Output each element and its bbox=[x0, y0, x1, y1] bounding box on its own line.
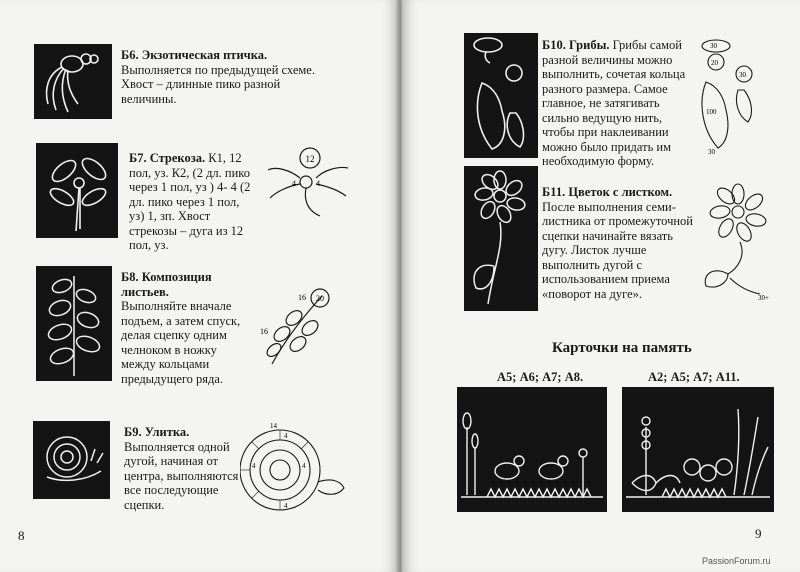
entry-b7-line: дл. пико через 1 пол, bbox=[129, 194, 240, 209]
flower-label: 30+ bbox=[758, 294, 769, 302]
entry-b8-line: предыдущего ряда. bbox=[121, 371, 224, 386]
leaves-label: 16 bbox=[260, 327, 268, 336]
entry-b10-line: необходимую форму. bbox=[542, 154, 655, 168]
entry-b6-line: Хвост – длинные пико разной bbox=[121, 77, 281, 91]
leaves-lace-image bbox=[36, 266, 112, 381]
entry-b8-title: листьев. bbox=[121, 284, 169, 299]
entry-b11-line: листника от промежуточной bbox=[542, 214, 693, 228]
entry-b8-line: подъем, а затем спуск, bbox=[121, 313, 241, 328]
mushrooms-lace-image bbox=[464, 33, 538, 158]
photo-exotic-bird bbox=[34, 44, 112, 119]
flower-diagram bbox=[700, 182, 780, 307]
entry-b11-code: Б11. bbox=[542, 185, 566, 199]
leaves-diagram bbox=[258, 282, 338, 368]
leaves-label: 16 bbox=[298, 293, 306, 302]
entry-b11-line: использованием приема bbox=[542, 272, 670, 286]
page-number-left: 8 bbox=[18, 528, 25, 543]
entry-b10-line: Грибы самой bbox=[612, 38, 682, 52]
snail-label: 14 bbox=[270, 422, 277, 430]
entry-b9-line: Выполняется одной bbox=[124, 439, 230, 454]
entry-b9-line: сцепки. bbox=[124, 497, 165, 512]
card-2-lace-image bbox=[622, 387, 774, 512]
entry-b9-title: Улитка. bbox=[144, 425, 190, 439]
left-page bbox=[0, 0, 398, 572]
entry-b10-line: разного размера. Самое bbox=[542, 81, 668, 96]
entry-b10-line: главное, не затягивать bbox=[542, 96, 660, 110]
entry-b11-line: выполнить дугой с bbox=[542, 257, 643, 272]
entry-b11-text bbox=[542, 185, 702, 301]
page-number-right: 9 bbox=[755, 526, 762, 541]
dragonfly-label: 4 bbox=[292, 179, 296, 188]
entry-b10-line: разной величины можно bbox=[542, 52, 673, 67]
entry-b6-code: Б6. bbox=[121, 48, 139, 62]
entry-b9-line: дугой, начиная от bbox=[124, 454, 218, 468]
entry-b8-title: Композиция bbox=[141, 270, 212, 284]
entry-b10-line: сильно ведущую нить, bbox=[542, 110, 663, 125]
entry-b6-line: величины. bbox=[121, 91, 177, 106]
card-label-2: А2; А5; А7; А11. bbox=[648, 370, 740, 384]
entry-b6-text bbox=[121, 48, 351, 106]
entry-b8-line: между кольцами bbox=[121, 357, 210, 371]
entry-b10-code: Б10. bbox=[542, 38, 566, 52]
card-label-1: А5; А6; А7; А8. bbox=[497, 370, 584, 384]
entry-b8-line: челноком в ножку bbox=[121, 342, 217, 357]
dragonfly-label: 4 bbox=[316, 179, 320, 188]
entry-b10-title: Грибы. bbox=[569, 38, 610, 52]
snail-diagram bbox=[240, 420, 350, 520]
photo-snail bbox=[33, 421, 110, 499]
snail-label: 4 bbox=[252, 462, 256, 470]
dragonfly-diagram bbox=[262, 140, 354, 220]
snail-label: 4 bbox=[302, 462, 306, 470]
entry-b6-line: Выполняется по предыдущей схеме. bbox=[121, 62, 315, 77]
entry-b11-title: Цветок с листком. bbox=[568, 185, 673, 199]
right-page bbox=[402, 0, 800, 572]
mushrooms-label: 30 bbox=[708, 148, 715, 156]
mushrooms-label: 20 bbox=[711, 59, 718, 67]
flower-lace-image bbox=[464, 166, 538, 311]
entry-b7-line: К1, 12 bbox=[208, 151, 242, 165]
card-photo-1 bbox=[457, 387, 607, 512]
section-title-cards: Карточки на память bbox=[552, 340, 692, 356]
entry-b10-line: выполнить, сочетая кольца bbox=[542, 67, 686, 81]
entry-b10-text bbox=[542, 38, 702, 169]
mushrooms-label: 100 bbox=[706, 108, 717, 116]
bird-lace-image bbox=[34, 44, 112, 119]
entry-b8-code: Б8. bbox=[121, 270, 139, 284]
entry-b8-text bbox=[121, 270, 251, 386]
entry-b8-line: Выполняйте вначале bbox=[121, 299, 232, 313]
card-1-lace-image bbox=[457, 387, 607, 512]
entry-b8-line: делая сцепку одним bbox=[121, 328, 227, 342]
entry-b9-line: центра, выполняются bbox=[124, 468, 239, 483]
entry-b7-line: пол, уз. bbox=[129, 238, 169, 252]
entry-b6-title: Экзотическая птичка. bbox=[141, 48, 268, 62]
entry-b7-line: стрекозы – дуга из 12 bbox=[129, 223, 244, 238]
leaves-label: 20 bbox=[316, 294, 324, 303]
entry-b7-line: уз) 1, зп. Хвост bbox=[129, 209, 211, 223]
entry-b7-line: пол, уз. К2, (2 дл. пико bbox=[129, 165, 250, 180]
entry-b11-line: сцепки начинайте вязать bbox=[542, 228, 673, 243]
entry-b9-line: все последующие bbox=[124, 483, 219, 497]
entry-b7-code: Б7. bbox=[129, 151, 147, 165]
entry-b11-line: «поворот на дуге». bbox=[542, 286, 643, 301]
photo-flower bbox=[464, 166, 538, 311]
mushrooms-label: 30 bbox=[710, 42, 717, 50]
photo-mushrooms bbox=[464, 33, 538, 158]
card-photo-2 bbox=[622, 387, 774, 512]
entry-b11-line: После выполнения семи- bbox=[542, 199, 676, 214]
watermark-text: PassionForum.ru bbox=[702, 556, 771, 566]
dragonfly-label: 12 bbox=[305, 154, 315, 164]
entry-b9-code: Б9. bbox=[124, 425, 142, 439]
mushrooms-diagram bbox=[694, 34, 768, 156]
snail-label: 4 bbox=[284, 432, 288, 440]
photo-dragonfly bbox=[36, 143, 118, 238]
snail-lace-image bbox=[33, 421, 110, 499]
entry-b7-title: Стрекоза. bbox=[149, 151, 206, 165]
entry-b7-text bbox=[129, 151, 274, 253]
snail-label: 4 bbox=[284, 502, 288, 510]
entry-b7-line: через 1 пол, уз ) 4- 4 (2 bbox=[129, 180, 251, 194]
photo-leaves bbox=[36, 266, 112, 381]
mushrooms-label: 30 bbox=[739, 71, 746, 79]
entry-b11-line: дугу. Листок лучше bbox=[542, 243, 647, 257]
entry-b10-line: можно было придать им bbox=[542, 139, 672, 154]
dragonfly-lace-image bbox=[36, 143, 118, 238]
entry-b10-line: чтобы при наклеивании bbox=[542, 125, 669, 139]
entry-b9-text bbox=[124, 425, 249, 512]
